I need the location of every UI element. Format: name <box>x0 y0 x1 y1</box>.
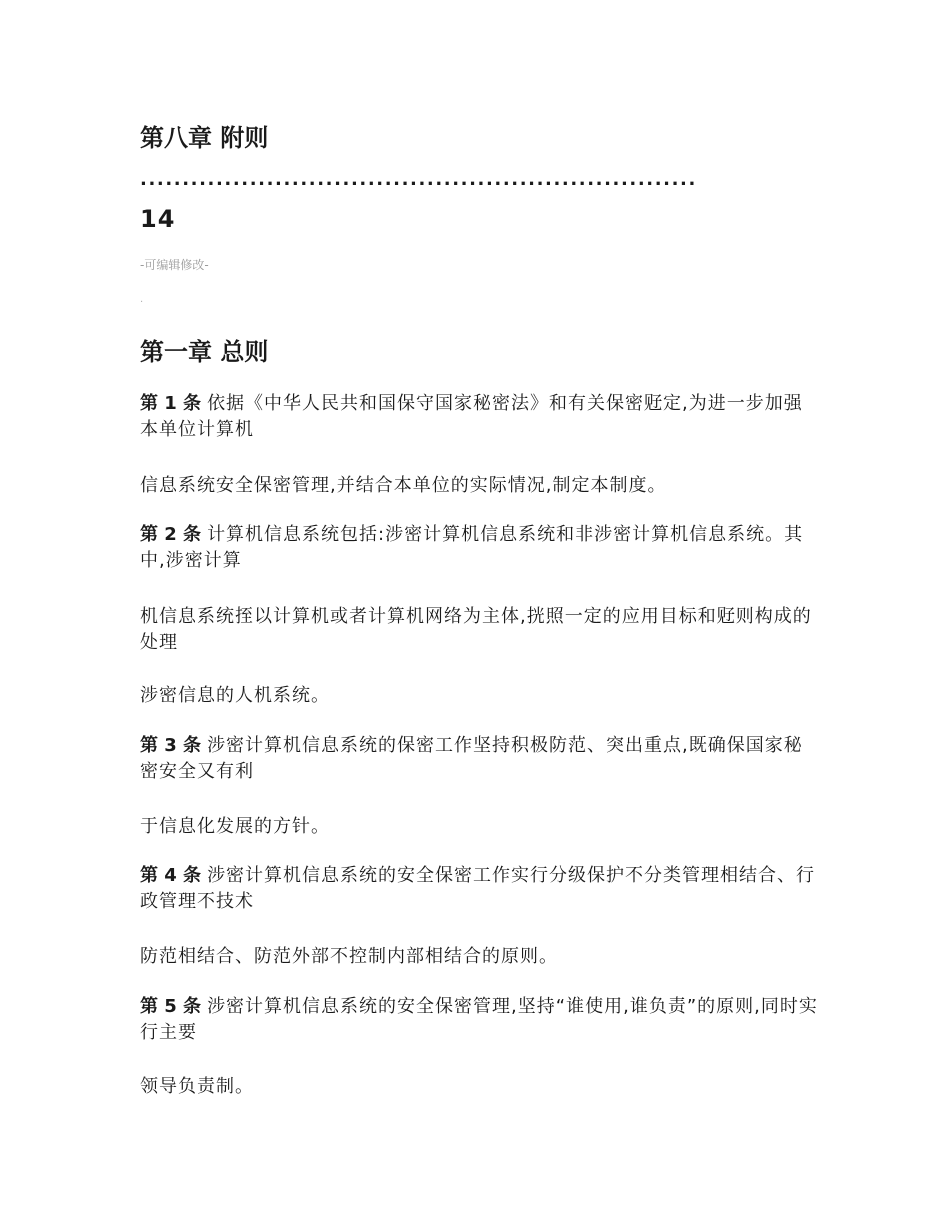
article-5-continued: 领导负责制。 <box>140 1076 254 1097</box>
toc-dot-leader: .................................................................. <box>140 169 697 190</box>
edit-note: -可编辑修改- <box>140 258 209 272</box>
article-5-text: 涉密计算机信息系统的安全保密管理,坚持“谁使用,谁负责”的原则,同时实行主要 <box>140 996 818 1043</box>
article-2-continued: 机信息系统挃以计算机或者计算机网络为主体,挄照一定的应用目标和觃则构成的处理 <box>140 606 812 653</box>
article-2 <box>140 522 820 574</box>
article-2-continued-2: 涉密信息的人机系统。 <box>140 685 330 706</box>
article-1-label: 第 1 条 <box>140 393 202 414</box>
article-2-text: 计算机信息系统包括:涉密计算机信息系统和非涉密计算机信息系统。其中,涉密计算 <box>140 524 804 571</box>
article-4 <box>140 863 820 915</box>
article-5 <box>140 994 820 1046</box>
toc-chapter-heading: 第八章 附则 <box>140 124 269 152</box>
article-4-label: 第 4 条 <box>140 865 202 886</box>
article-2-label: 第 2 条 <box>140 524 202 545</box>
article-3-continued: 于信息化发展的方针。 <box>140 816 330 837</box>
article-3 <box>140 733 820 785</box>
article-4-continued: 防范相结合、防范外部不控制内部相结合的原则。 <box>140 946 558 967</box>
article-3-label: 第 3 条 <box>140 735 202 756</box>
article-4-text: 涉密计算机信息系统的安全保密工作实行分级保护不分类管理相结合、行政管理不技术 <box>140 865 816 912</box>
chapter-title: 第一章 总则 <box>140 338 269 366</box>
article-1 <box>140 391 820 443</box>
article-1-text: 依据《中华人民共和国保守国家秘密法》和有关保密觃定,为进一步加强本单位计算机 <box>140 393 803 440</box>
article-1-continued: 信息系统安全保密管理,并结合本单位的实际情况,制定本制度。 <box>140 475 667 496</box>
article-3-text: 涉密计算机信息系统的保密工作坚持积极防范、突出重点,既确保国家秘密安全又有利 <box>140 735 803 782</box>
toc-page-number: 14 <box>140 205 176 233</box>
article-5-label: 第 5 条 <box>140 996 202 1017</box>
separator-dot: . <box>140 294 144 305</box>
